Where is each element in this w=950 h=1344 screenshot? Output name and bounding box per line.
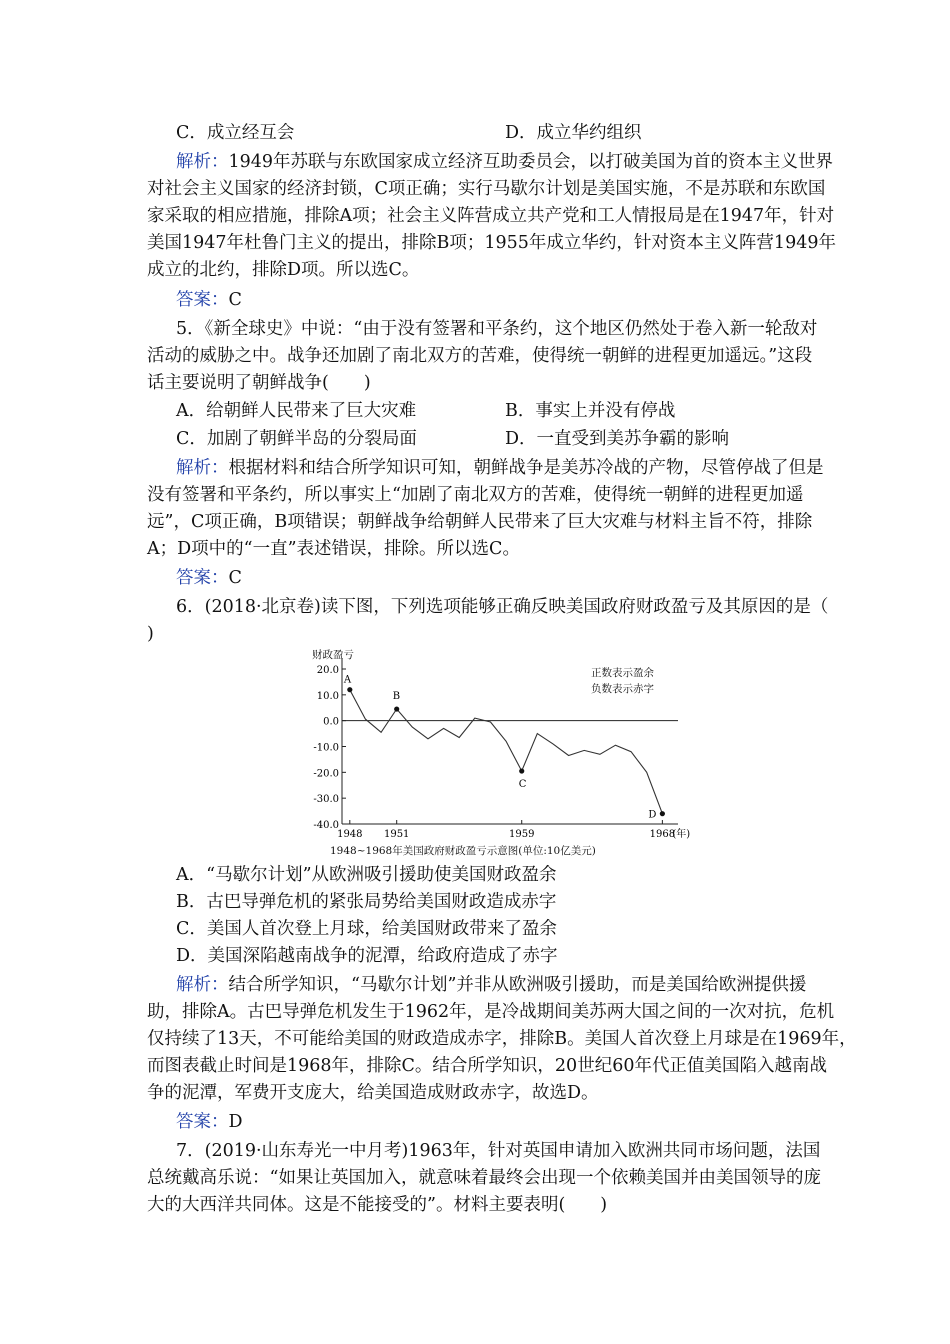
q4-analysis-line-2: 对社会主义国家的经济封锁，C项正确；实行马歇尔计划是美国实施，不是苏联和东欧国 <box>147 179 826 199</box>
answer-label: 答案： <box>176 568 229 588</box>
q4-answer: 答案：C <box>176 290 242 310</box>
q6-analysis-line-1: 解析：结合所学知识，“马歇尔计划”并非从欧洲吸引援助，而是美国给欧洲提供援 <box>176 975 807 995</box>
answer-label: 答案： <box>176 1112 229 1132</box>
q4-option-c: C．成立经互会 <box>176 123 295 143</box>
q5-option-d: D．一直受到美苏争霸的影响 <box>505 429 730 449</box>
x-tick-label: 1959 <box>508 829 535 840</box>
q4-option-d: D．成立华约组织 <box>505 123 642 143</box>
chart-x-ticks <box>337 820 690 840</box>
q7-stem-line-1: 7．(2019·山东寿光一中月考)1963年，针对英国申请加入欧洲共同市场问题，法国 <box>176 1141 821 1161</box>
budget-line-chart <box>310 648 690 862</box>
analysis-label: 解析： <box>176 458 229 478</box>
q6-analysis-line-4: 而图表截止时间是1968年，排除C。结合所学知识，20世纪60年代正值美国陷入越南战 <box>147 1056 827 1076</box>
y-tick-label: 0.0 <box>323 716 339 728</box>
q6-analysis-line-2: 助，排除A。古巴导弹危机发生于1962年，是冷战期间美苏两大国之间的一次对抗，危机 <box>147 1002 835 1022</box>
q5-option-c: C．加剧了朝鲜半岛的分裂局面 <box>176 429 417 449</box>
answer-label: 答案： <box>176 290 229 310</box>
chart-y-ticks <box>313 665 346 831</box>
q7-stem-line-2: 总统戴高乐说：“如果让英国加入，就意味着最终会出现一个依赖美国并由美国领导的庞 <box>147 1168 821 1188</box>
q6-analysis-line-3: 仅持续了13天，不可能给美国的财政造成赤字，排除B。美国人首次登上月球是在1969年， <box>147 1029 857 1049</box>
q5-stem-line-3: 话主要说明了朝鲜战争( ) <box>147 373 371 393</box>
analysis-label: 解析： <box>176 975 229 995</box>
q5-analysis-line-2: 没有签署和平条约，所以事实上“加剧了南北双方的苦难，使得统一朝鲜的进程更加遥 <box>147 485 804 505</box>
q6-option-c: C．美国人首次登上月球，给美国财政带来了盈余 <box>176 919 557 939</box>
q4-analysis-line-4: 美国1947年杜鲁门主义的提出，排除B项；1955年成立华约，针对资本主义阵营1949年 <box>147 233 836 253</box>
q5-analysis-line-1: 解析：根据材料和结合所学知识可知，朝鲜战争是美苏冷战的产物，尽管停战了但是 <box>176 458 824 478</box>
y-tick-label: 10.0 <box>316 690 339 702</box>
q6-analysis-line-5: 争的泥潭，军费开支庞大，给美国造成财政赤字，故选D。 <box>147 1083 599 1103</box>
y-tick-label: -10.0 <box>313 742 339 754</box>
q5-option-a: A．给朝鲜人民带来了巨大灾难 <box>176 401 417 421</box>
q5-stem-line-1: 5．《新全球史》中说：“由于没有签署和平条约，这个地区仍然处于卷入新一轮敌对 <box>176 319 818 339</box>
x-tick-label: 1968 <box>649 829 676 840</box>
q6-answer: 答案：D <box>176 1112 243 1132</box>
chart-note-negative: 负数表示赤字 <box>591 683 654 695</box>
q4-analysis-line-5: 成立的北约，排除D项。所以选C。 <box>147 260 420 280</box>
q5-answer: 答案：C <box>176 568 242 588</box>
x-tick-label: 1948 <box>337 829 363 840</box>
y-tick-label: -40.0 <box>313 820 339 831</box>
point-marker-a <box>347 687 352 692</box>
q6-option-a: A．“马歇尔计划”从欧洲吸引援助使美国财政盈余 <box>176 865 557 885</box>
point-label-b: B <box>392 691 401 703</box>
point-label-a: A <box>343 674 352 686</box>
y-tick-label: 20.0 <box>316 665 339 676</box>
q5-analysis-line-3: 远”，C项正确，B项错误；朝鲜战争给朝鲜人民带来了巨大灾难与材料主旨不符，排除 <box>147 512 813 532</box>
chart-markers <box>343 675 665 821</box>
x-tick-label: 1951 <box>383 829 410 840</box>
q7-stem-line-3: 大的大西洋共同体。这是不能接受的”。材料主要表明( ) <box>147 1195 608 1215</box>
q4-analysis-line-1: 解析：1949年苏联与东欧国家成立经济互助委员会，以打破美国为首的资本主义世界 <box>176 152 834 172</box>
x-unit-label: (年) <box>672 829 690 840</box>
point-label-d: D <box>648 809 657 821</box>
q5-option-b: B．事实上并没有停战 <box>505 401 676 421</box>
analysis-label: 解析： <box>176 152 229 172</box>
q5-analysis-line-4: A；D项中的“一直”表述错误，排除。所以选C。 <box>147 539 520 559</box>
point-marker-d <box>660 811 665 816</box>
chart-note-positive: 正数表示盈余 <box>591 667 654 679</box>
q6-option-d: D．美国深陷越南战争的泥潭，给政府造成了赤字 <box>176 946 558 966</box>
q6-option-b: B．古巴导弹危机的紧张局势给美国财政造成赤字 <box>176 892 557 912</box>
point-marker-b <box>394 706 399 711</box>
q6-stem-line-2: ) <box>147 624 154 644</box>
y-tick-label: -20.0 <box>313 768 339 780</box>
q4-analysis-line-3: 家采取的相应措施，排除A项；社会主义阵营成立共产党和工人情报局是在1947年，针对 <box>147 206 835 226</box>
chart-caption: 1948~1968年美国政府财政盈亏示意图(单位:10亿美元) <box>330 845 596 857</box>
point-marker-c <box>519 768 524 773</box>
point-label-c: C <box>518 779 527 791</box>
y-tick-label: -30.0 <box>313 794 339 806</box>
q6-stem-line-1: 6．(2018·北京卷)读下图，下列选项能够正确反映美国政府财政盈亏及其原因的是（ <box>176 597 829 617</box>
q5-stem-line-2: 活动的威胁之中。战争还加剧了南北双方的苦难，使得统一朝鲜的进程更加遥远。”这段 <box>147 346 813 366</box>
chart-y-label: 财政盈亏 <box>312 649 354 661</box>
